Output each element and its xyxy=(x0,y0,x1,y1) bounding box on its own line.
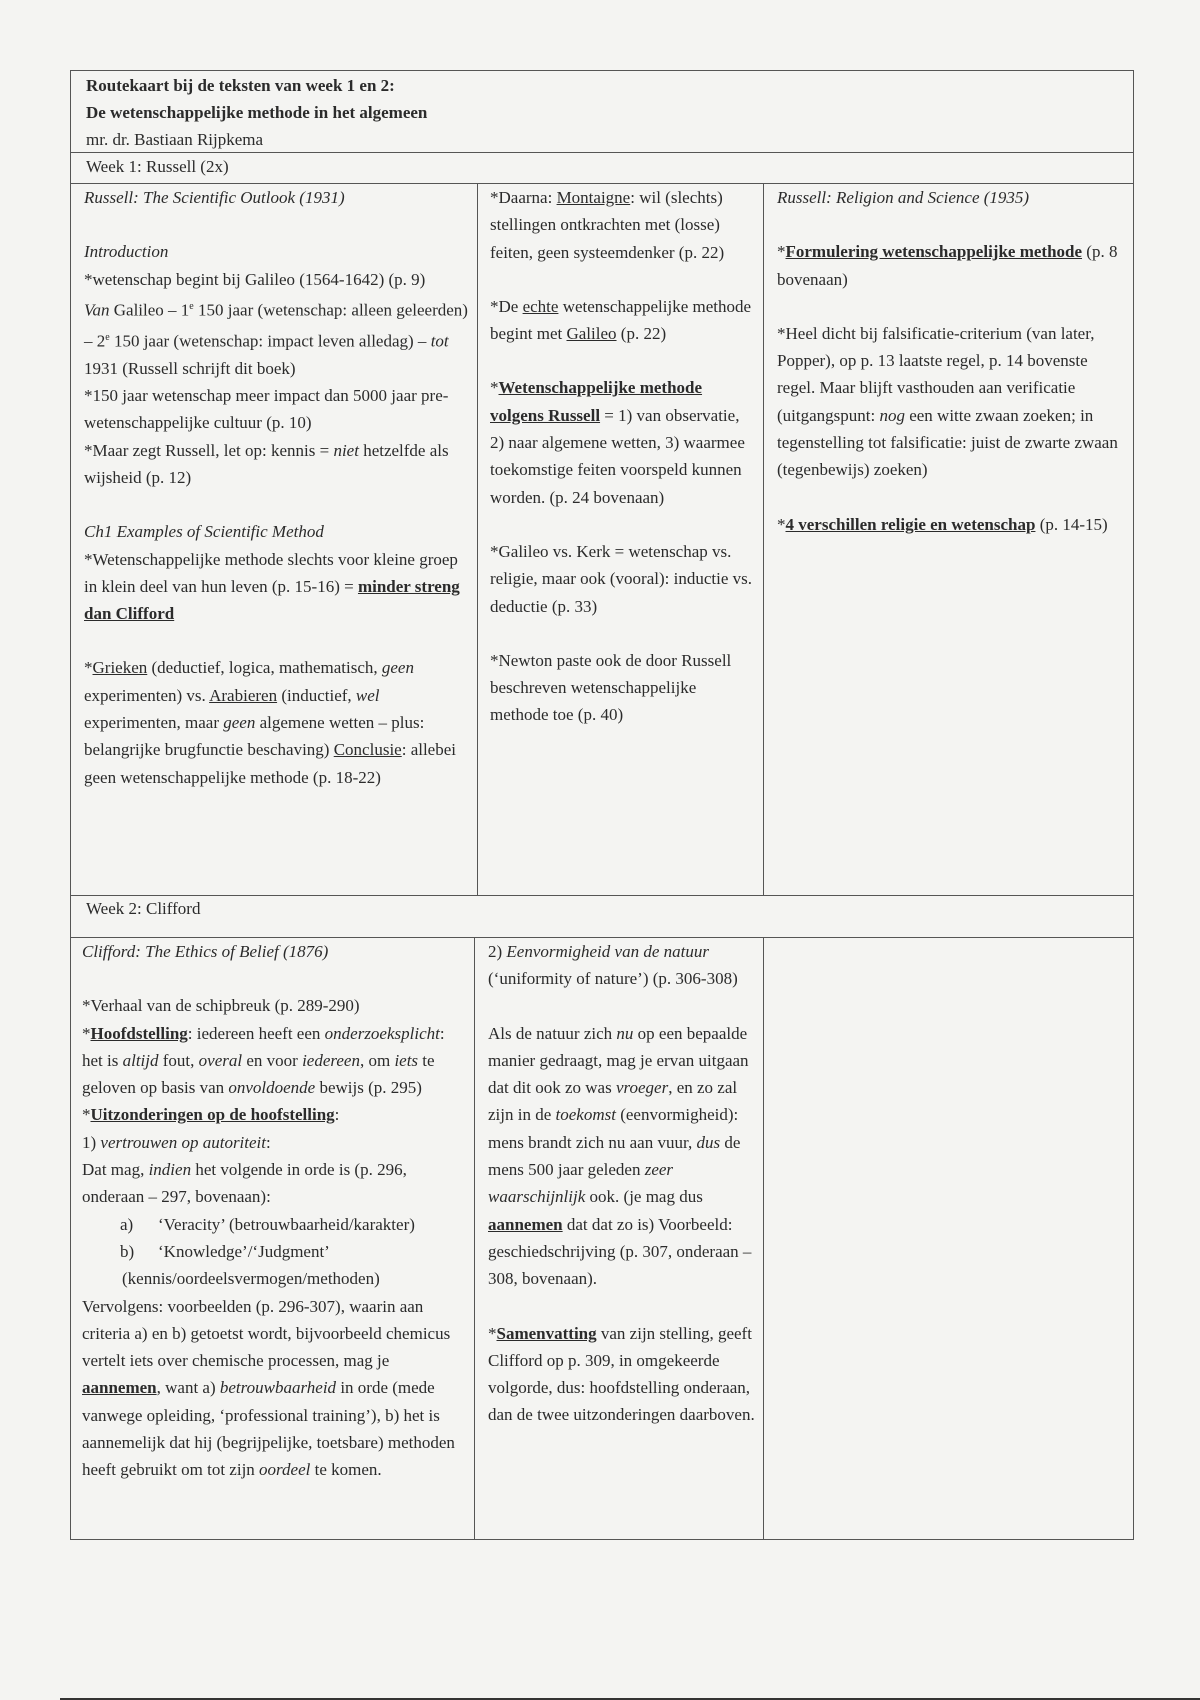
section-heading: Clifford: The Ethics of Belief (1876) xyxy=(82,942,329,961)
week2-col-divider-2 xyxy=(763,937,764,1540)
note-item: Vervolgens: voorbeelden (p. 296-307), waarin aan criteria a) en b) getoetst wordt, bijvoorbeeld chemicus vertelt iets over chemische processen, mag je aannemen, want a) betrouwbaarheid in orde (mede vanwege opleiding, ‘professional training’), b) het is aannemelijk dat hij (begrijpelijke, toetsbare) methoden heeft gebruikt om tot zijn oordeel te komen. xyxy=(82,1296,455,1480)
note-item: *Galileo vs. Kerk = wetenschap vs. religie, maar ook (vooral): inductie vs. deductie (p. 33) xyxy=(490,541,752,616)
note-item: Als de natuur zich nu op een bepaalde manier gedraagt, mag je ervan uitgaan dat dit ook zo was vroeger, en zo zal zijn in de toekomst (eenvormigheid): mens brandt zich nu aan vuur, dus de mens 500 jaar geleden zeer waarschijnlijk ook. (je mag dus aannemen dat dat zo is) Voorbeeld: geschiedschrijving (p. 307, onderaan – 308, bovenaan). xyxy=(488,1023,752,1289)
note-item: *Wetenschappelijke methode volgens Russell = 1) van observatie, 2) naar algemene wetten, 3) waarmee toekomstige feiten voorspeld kunnen worden. (p. 24 bovenaan) xyxy=(490,378,745,507)
note-item: Dat mag, indien het volgende in orde is (p. 296, onderaan – 297, bovenaan): xyxy=(82,1160,407,1207)
section-heading: Russell: The Scientific Outlook (1931) xyxy=(84,188,345,207)
criteria-item-a: a) ‘Veracity’ (betrouwbaarheid/karakter) xyxy=(120,1214,415,1234)
note-item: *Verhaal van de schipbreuk (p. 289-290) xyxy=(82,996,360,1016)
subsection-heading: Ch1 Examples of Scientific Method xyxy=(84,522,324,542)
note-item: *wetenschap begint bij Galileo (1564-1642) (p. 9) xyxy=(84,269,426,289)
note-item: 2) Eenvormigheid van de natuur (‘uniformity of nature’) (p. 306-308) xyxy=(488,942,738,989)
note-item: *Heel dicht bij falsificatie-criterium (van later, Popper), op p. 13 laatste regel, p. 14 bovenste regel. Maar blijft vasthouden aan verificatie (uitgangspunt: nog een witte zwaan zoeken; in tegenstelling tot falsificatie: juist de zwarte zwaan (tegenbewijs) zoeken) xyxy=(777,323,1118,480)
title-line-2: De wetenschappelijke methode in het algemeen xyxy=(86,103,428,122)
note-item: *4 verschillen religie en wetenschap (p. 14-15) xyxy=(777,514,1108,534)
week1-label: Week 1: Russell (2x) xyxy=(86,157,229,176)
week1-column-russell-continued xyxy=(490,184,756,729)
subsection-heading: Introduction xyxy=(84,242,169,262)
section-heading: Russell: Religion and Science (1935) xyxy=(777,188,1030,207)
author: mr. dr. Bastiaan Rijpkema xyxy=(86,130,264,149)
note-item: *Uitzonderingen op de hoofstelling: xyxy=(82,1105,340,1125)
note-item: *150 jaar wetenschap meer impact dan 5000 jaar pre-wetenschappelijke cultuur (p. 10) xyxy=(84,386,449,433)
note-item: *De echte wetenschappelijke methode begint met Galileo (p. 22) xyxy=(490,296,752,344)
note-item: *Formulering wetenschappelijke methode (p. 8 bovenaan) xyxy=(777,242,1118,289)
week1-column-russell-religion xyxy=(777,184,1122,538)
week2-label: Week 2: Clifford xyxy=(86,899,201,918)
week1-column-russell-outlook xyxy=(84,184,470,791)
week2-top-divider xyxy=(70,895,1134,896)
note-item: *Newton paste ook de door Russell beschreven wetenschappelijke methode toe (p. 40) xyxy=(490,650,732,725)
week2-column-clifford-continued xyxy=(488,938,756,1429)
note-item: *Grieken (deductief, logica, mathematisch, geen experimenten) vs. Arabieren (inductief, wel experimenten, maar geen algemene wetten – plus: belangrijke brugfunctie beschaving) Conclusie: allebei geen wetenschappelijke methode (p. 18-22) xyxy=(84,658,456,787)
note-item: Van Galileo – 1e 150 jaar (wetenschap: alleen geleerden) – 2e 150 jaar (wetenschap: impact leven alledag) – tot 1931 (Russell schrijft dit boek) xyxy=(84,300,468,378)
week2-column-clifford xyxy=(82,938,468,1484)
note-item: *Samenvatting van zijn stelling, geeft Clifford op p. 309, in omgekeerde volgorde, dus: hoofdstelling onderaan, dan de twee uitzonderingen daarboven. xyxy=(488,1323,755,1425)
title-line-1: Routekaart bij de teksten van week 1 en 2: xyxy=(86,76,395,95)
note-item: *Wetenschappelijke methode slechts voor kleine groep in klein deel van hun leven (p. 15-16) = minder streng dan Clifford xyxy=(84,549,460,624)
document-header xyxy=(86,72,1086,153)
note-item: 1) vertrouwen op autoriteit: xyxy=(82,1132,271,1152)
note-item: *Daarna: Montaigne: wil (slechts) stellingen ontkrachten met (losse) feiten, geen systeemdenker (p. 22) xyxy=(490,188,725,262)
week2-col-divider-1 xyxy=(474,937,475,1540)
week1-col-divider-1 xyxy=(477,183,478,895)
note-item: *Maar zegt Russell, let op: kennis = niet hetzelfde als wijsheid (p. 12) xyxy=(84,440,449,487)
note-item: *Hoofdstelling: iedereen heeft een onderzoeksplicht: het is altijd fout, overal en voor iedereen, om iets te geloven op basis van onvoldoende bewijs (p. 295) xyxy=(82,1023,445,1098)
criteria-item-b: b) ‘Knowledge’/‘Judgment’ (kennis/oordeelsvermogen/methoden) xyxy=(120,1241,380,1289)
week1-col-divider-2 xyxy=(763,183,764,895)
